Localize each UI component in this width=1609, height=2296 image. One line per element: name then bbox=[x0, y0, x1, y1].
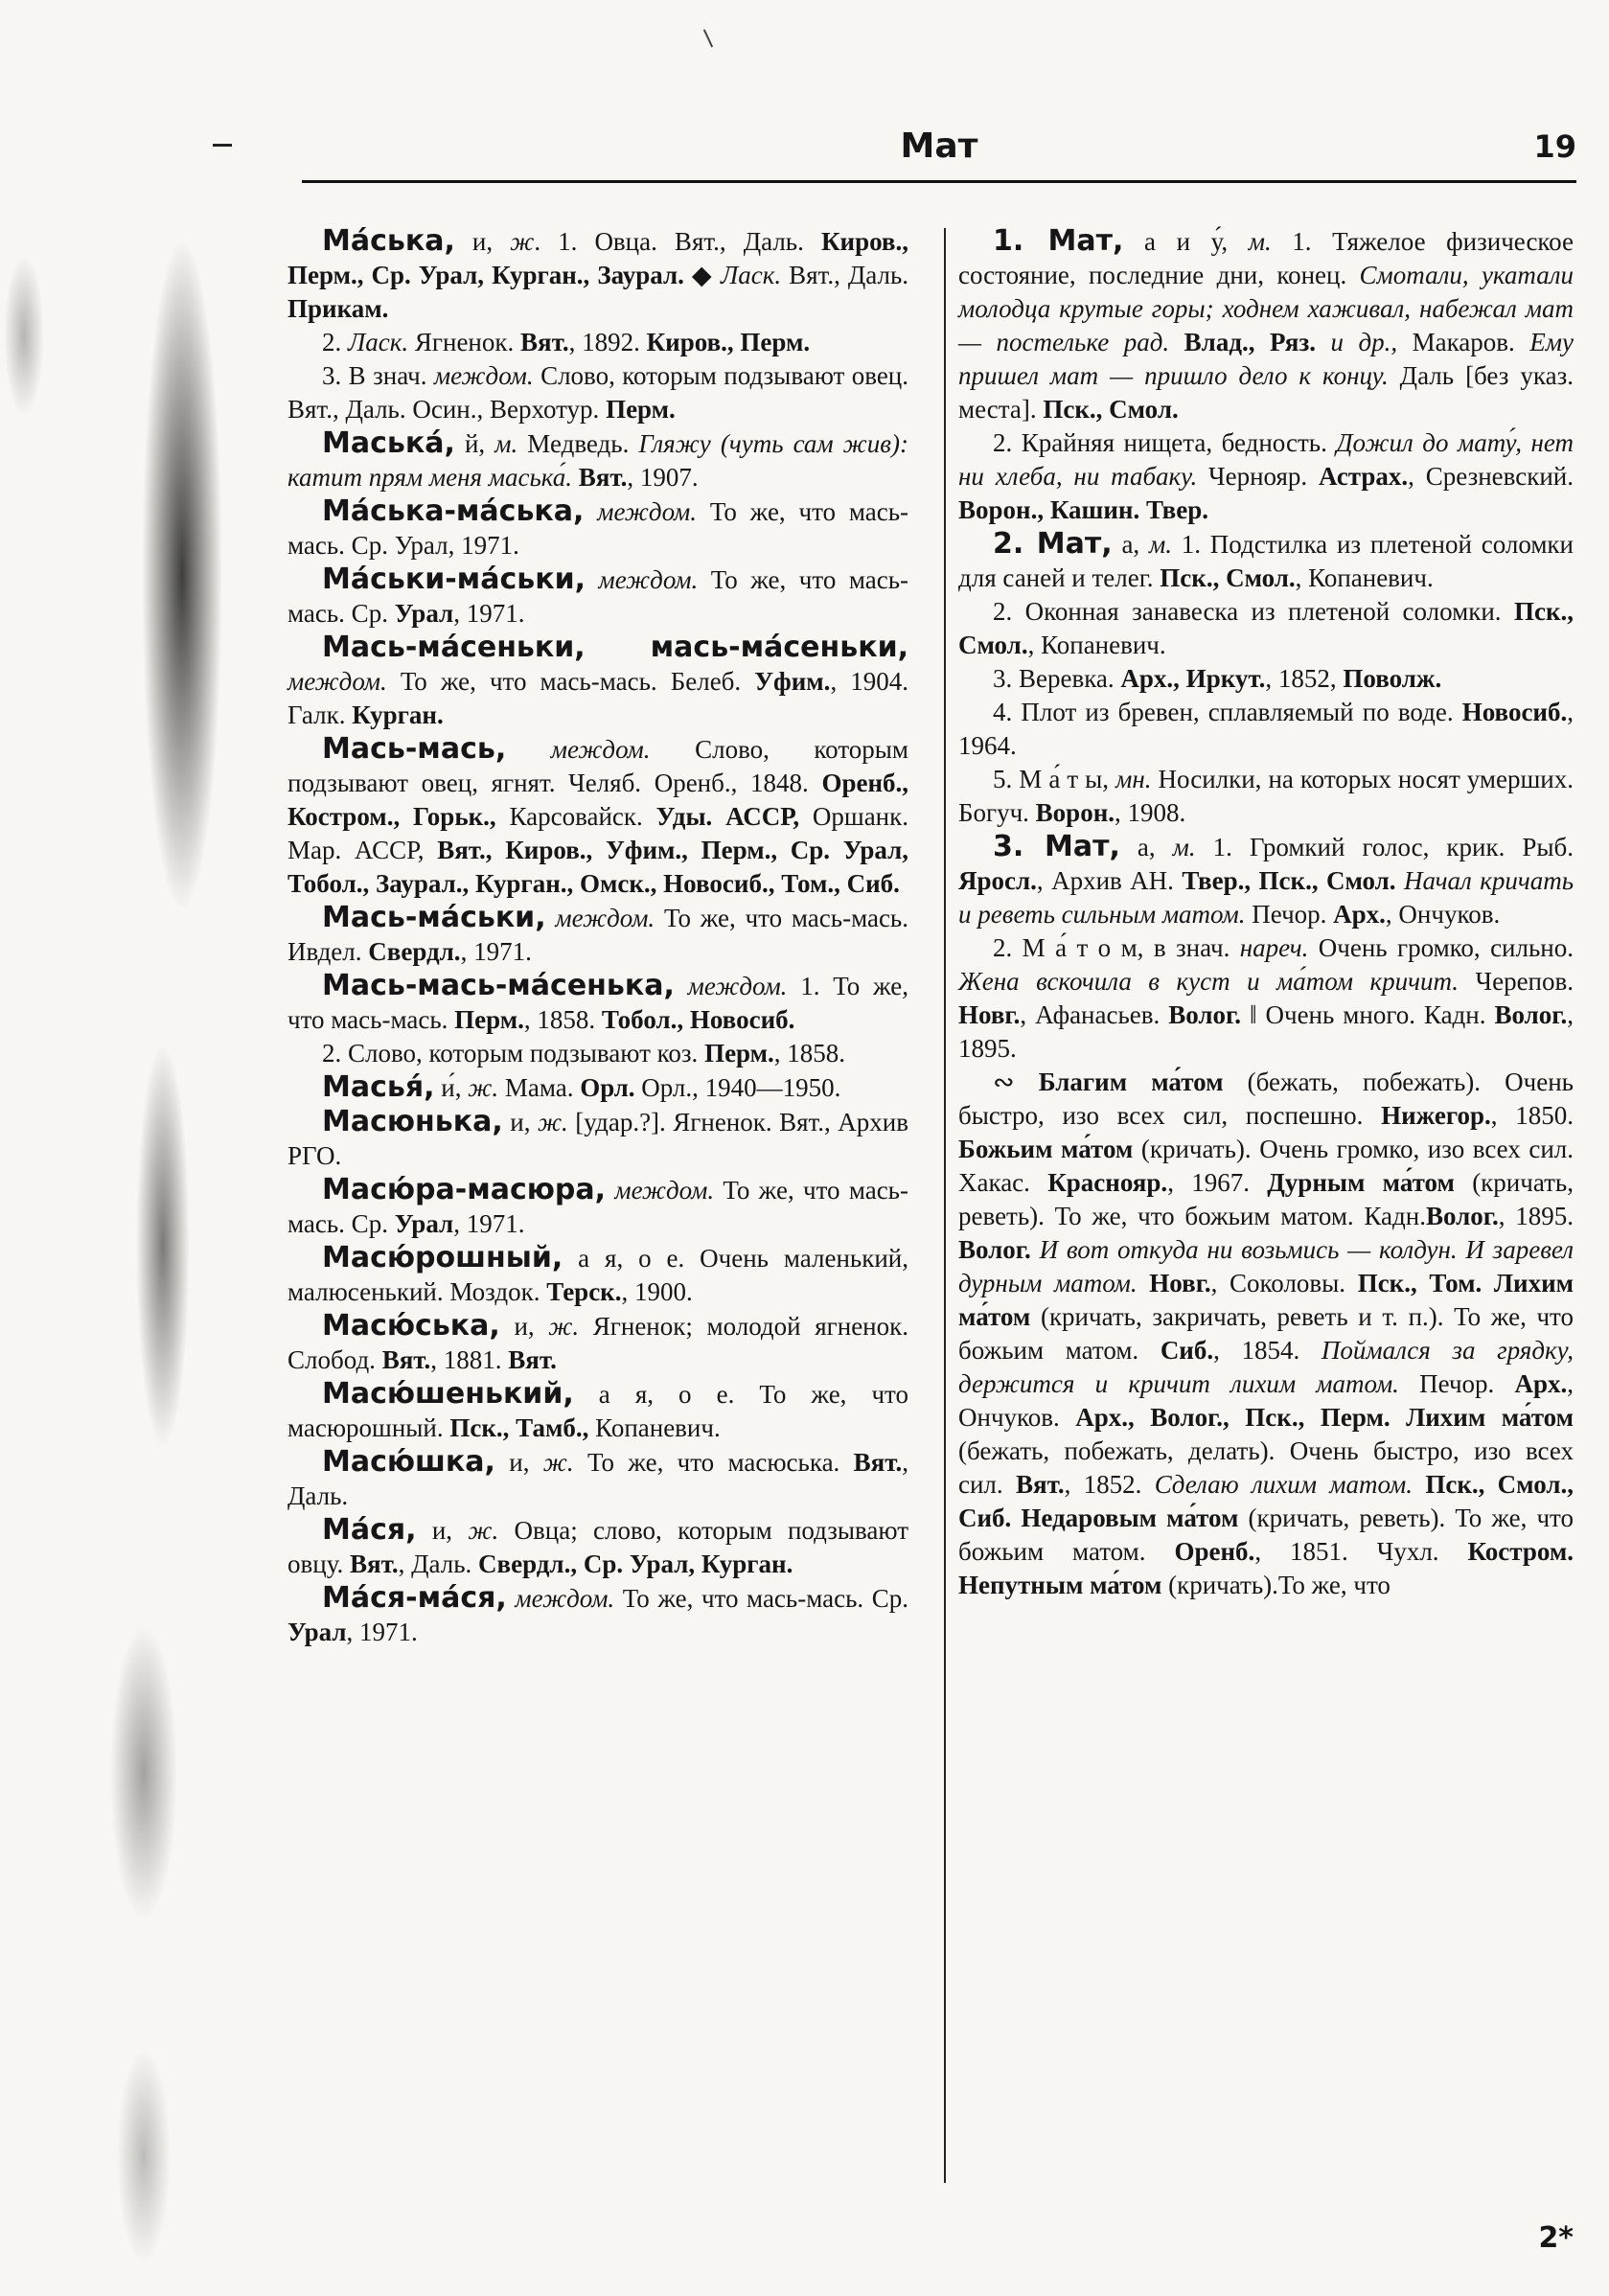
bold-text: Пск., Смол. bbox=[1160, 563, 1296, 592]
headword: 3. Мат, bbox=[993, 830, 1120, 863]
entry-text: , 1852, bbox=[1265, 664, 1344, 693]
bold-text: Прикам. bbox=[287, 294, 389, 323]
entry-text: Карсовайск. bbox=[495, 802, 656, 831]
entry-sense bbox=[958, 696, 1574, 763]
bold-text: Волог. bbox=[1425, 1202, 1499, 1230]
entry-text: Печор. bbox=[1398, 1369, 1515, 1398]
entry-text bbox=[1391, 1403, 1407, 1432]
bold-text: Урал bbox=[394, 1209, 454, 1238]
entry-text: Чернояр. bbox=[1197, 462, 1319, 491]
italic-text: междом. bbox=[597, 497, 698, 526]
entry-text: Слово, которым подзывают овец, ягнят. Челяб. Оренб., 1848. bbox=[287, 735, 908, 797]
entry-text: Ягненок. bbox=[408, 328, 520, 356]
bold-text: Пск., Смол. bbox=[958, 597, 1574, 659]
entry-text: 2. bbox=[322, 328, 348, 356]
dictionary-entry bbox=[287, 563, 908, 631]
entry-text bbox=[675, 972, 688, 1000]
bold-text: Свердл. bbox=[368, 937, 461, 966]
bold-text: Астрах. bbox=[1319, 462, 1409, 491]
dictionary-entry bbox=[958, 224, 1574, 426]
entry-text: То же, что мась-мась. Ср. bbox=[287, 565, 908, 628]
entry-text: Мама. bbox=[498, 1073, 581, 1102]
italic-text: И вот откуда ни возьмись — колдун. И заревел дурным матом. bbox=[958, 1235, 1574, 1297]
entry-text: а, bbox=[1119, 833, 1173, 861]
entry-text: То же, что мась-мась. Ивдел. bbox=[287, 904, 908, 966]
entry-text: , Даль. bbox=[398, 1550, 479, 1578]
entry-text: Вят., Даль. bbox=[781, 261, 909, 289]
entry-text: ‖ Очень много. Кадн. bbox=[1241, 1000, 1495, 1029]
headword: Масю́ра-масюра, bbox=[322, 1173, 607, 1206]
bold-text: Нижегор. bbox=[1381, 1101, 1491, 1130]
dictionary-entry bbox=[287, 224, 908, 326]
entry-text bbox=[606, 1176, 614, 1205]
entry-text: , Архив АН. bbox=[1036, 866, 1183, 895]
entry-sense bbox=[958, 426, 1574, 527]
entry-text: , 1881. bbox=[430, 1345, 509, 1374]
entry-text: и, bbox=[416, 1516, 469, 1545]
entry-text: (кричать).То же, что bbox=[1161, 1571, 1391, 1599]
bold-text: Вят. bbox=[520, 328, 569, 356]
italic-text: ж. bbox=[548, 1312, 580, 1341]
bold-text: Волог. bbox=[958, 1235, 1031, 1264]
bold-text: Вят. bbox=[853, 1448, 903, 1477]
entry-text: , 1971. bbox=[453, 599, 525, 628]
headword: Мась-мась-ма́сенька, bbox=[322, 969, 675, 1002]
dictionary-entry bbox=[287, 1173, 908, 1241]
entry-text bbox=[506, 735, 551, 764]
entry-text: , Соколовы. bbox=[1210, 1269, 1358, 1297]
italic-text: междом. bbox=[598, 565, 699, 594]
dictionary-entry bbox=[287, 1513, 908, 1581]
bold-text: Курган. bbox=[352, 700, 444, 729]
dictionary-entry bbox=[958, 830, 1574, 931]
bold-text: Непутным ма́том bbox=[958, 1571, 1162, 1599]
entry-text: , Ончуков. bbox=[1385, 900, 1501, 929]
entry-text: . 1. Овца. Вят., Даль. bbox=[534, 227, 821, 256]
entry-text: , 1964. bbox=[958, 698, 1574, 760]
entry-text: (кричать). Очень громко, изо всех сил. Хакас. bbox=[958, 1135, 1574, 1197]
bold-text: Краснояр. bbox=[1047, 1168, 1168, 1197]
entry-text: а я, о е. Очень маленький, малюсенький. Моздок. bbox=[287, 1244, 908, 1306]
entry-text: 2. М а́ т о м, в знач. bbox=[993, 933, 1240, 962]
dictionary-entry bbox=[287, 1070, 908, 1105]
headword: Ма́ся, bbox=[322, 1513, 417, 1547]
entry-text: , Даль. bbox=[287, 1448, 908, 1510]
entry-text: Орл., 1940—1950. bbox=[634, 1073, 841, 1102]
entry-sense bbox=[958, 1066, 1574, 1602]
bold-text: Божьим ма́том bbox=[958, 1135, 1134, 1163]
headword: Мась-ма́ськи, bbox=[322, 901, 546, 934]
entry-text: То же, что масюська. bbox=[573, 1448, 854, 1477]
entry-text: Даль [без указ. места]. bbox=[958, 361, 1574, 424]
bold-text: Перм. bbox=[454, 1005, 524, 1034]
entry-text: и, bbox=[499, 1312, 549, 1341]
dictionary-entry bbox=[287, 1241, 908, 1309]
entry-text: Медведь. bbox=[517, 429, 639, 458]
bold-text: Арх. bbox=[1514, 1369, 1568, 1398]
entry-text bbox=[1396, 866, 1404, 895]
dictionary-entry bbox=[287, 969, 908, 1037]
entry-text: й, bbox=[454, 429, 495, 458]
bold-text: Ср. Урал, Курган., Заурал. bbox=[371, 261, 684, 289]
entry-sense bbox=[958, 662, 1574, 696]
entry-text: , 1895. bbox=[1498, 1202, 1575, 1230]
left-column bbox=[287, 224, 908, 1649]
headword: Ма́ська-ма́ська, bbox=[322, 494, 585, 528]
dictionary-entry bbox=[287, 1105, 908, 1173]
headword: Ма́ська, bbox=[322, 224, 455, 258]
entry-text: и, bbox=[494, 1448, 543, 1477]
entry-text: 1. То же, что мась-мась. bbox=[287, 972, 909, 1034]
bold-text: Свердл., Ср. Урал, Курган. bbox=[478, 1550, 793, 1578]
bold-text: Сиб. bbox=[1160, 1336, 1214, 1365]
entry-text bbox=[546, 904, 556, 932]
dictionary-entry bbox=[287, 426, 908, 494]
entry-text: , 1907. bbox=[627, 463, 699, 492]
italic-text: междом. bbox=[515, 1584, 615, 1613]
entry-text: , 1908. bbox=[1115, 798, 1186, 827]
dictionary-entry bbox=[287, 1445, 908, 1513]
entry-text: Копаневич. bbox=[588, 1413, 721, 1442]
bold-text: Уды. АССР, bbox=[655, 802, 800, 831]
entry-text bbox=[1413, 1470, 1425, 1499]
entry-text: 2. Слово, которым подзывают коз. bbox=[322, 1039, 705, 1068]
entry-text: и, bbox=[454, 227, 511, 256]
entry-text: 2. Оконная занавеска из плетеной соломки. bbox=[993, 597, 1514, 626]
entry-text bbox=[1138, 1269, 1150, 1297]
entry-text: 3. В знач. bbox=[322, 361, 434, 390]
entry-text bbox=[1031, 1235, 1040, 1264]
headword: Масюнька, bbox=[322, 1105, 503, 1138]
dictionary-entry bbox=[287, 1309, 908, 1377]
entry-text: 1. Тяжелое физическое состояние, последние дни, конец. bbox=[958, 227, 1574, 289]
italic-text: нареч. bbox=[1239, 933, 1309, 962]
entry-text: , 1904. Галк. bbox=[287, 667, 909, 729]
entry-text: (бежать, побежать). Очень быстро, изо всех сил, поспешно. bbox=[958, 1068, 1574, 1130]
bold-text: Благим ма́том bbox=[1038, 1068, 1224, 1096]
page-title: Мат bbox=[900, 126, 978, 166]
entry-text: , 1852. bbox=[1064, 1470, 1155, 1499]
entry-text: 2. Крайняя нищета, бедность. bbox=[993, 428, 1337, 457]
entry-text: Слово, которым подзывают овец. Вят., Даль. Осин., Верхотур. bbox=[287, 361, 909, 424]
bold-text: Дурным ма́том bbox=[1267, 1168, 1455, 1197]
entry-text bbox=[1011, 1504, 1021, 1532]
entry-text: Оршанк. Мар. АССР, bbox=[287, 802, 908, 864]
headword: Масю́шенький, bbox=[322, 1377, 574, 1411]
entry-text: , 1851. Чухл. bbox=[1254, 1537, 1468, 1566]
entry-text: , 1971. bbox=[460, 937, 532, 966]
bold-text: Костром. bbox=[1467, 1537, 1574, 1566]
entry-sense bbox=[958, 931, 1574, 1066]
headword: Масю́шка, bbox=[322, 1445, 495, 1479]
dictionary-entry bbox=[287, 1377, 908, 1445]
entry-text: , 1858. bbox=[523, 1005, 602, 1034]
entry-text: и́, bbox=[434, 1073, 469, 1102]
entry-text: , Ончуков. bbox=[958, 1369, 1574, 1432]
signature-mark: 2* bbox=[1538, 2221, 1574, 2255]
headword: Маська́, bbox=[322, 426, 455, 460]
bold-text: Новг. bbox=[958, 1000, 1021, 1029]
italic-text: ж. bbox=[468, 1516, 499, 1545]
bold-text: Ворон. bbox=[1035, 798, 1115, 827]
entry-text: То же, что мась-мась. Ср. bbox=[614, 1584, 908, 1613]
entry-text: , 1967. bbox=[1167, 1168, 1268, 1197]
entry-text: , 1895. bbox=[958, 1000, 1574, 1063]
italic-text: междом. bbox=[287, 667, 387, 696]
bold-text: Влад., Ряз. bbox=[1184, 328, 1316, 356]
entry-text: Очень громко, сильно. bbox=[1308, 933, 1574, 962]
entry-text: , 1900. bbox=[621, 1277, 693, 1306]
italic-text: Начал кричать и реветь сильным матом. bbox=[958, 866, 1574, 929]
bold-text: Оренб. bbox=[1174, 1537, 1255, 1566]
scan-shadow-edge bbox=[0, 0, 249, 2296]
entry-text bbox=[572, 463, 579, 492]
bold-text: Ворон., Кашин. Твер. bbox=[958, 495, 1208, 524]
bold-text: Поволж. bbox=[1343, 664, 1442, 693]
entry-text bbox=[363, 261, 371, 289]
italic-text: ж bbox=[510, 227, 535, 256]
italic-text: мн. bbox=[1115, 765, 1152, 793]
entry-text: То же, что мась-мась. Ср. bbox=[287, 1176, 908, 1238]
entry-text: , 1858. bbox=[773, 1039, 846, 1068]
bold-text: Орл. bbox=[580, 1073, 635, 1102]
bold-text: Арх. bbox=[1333, 900, 1386, 929]
entry-text: (кричать, закричать, реветь и т. п.). То же, что божьим матом. bbox=[958, 1302, 1574, 1365]
column-divider bbox=[944, 228, 946, 2183]
entry-sense bbox=[958, 595, 1574, 662]
margin-mark bbox=[213, 144, 232, 147]
bold-text: Тобол., Новосиб. bbox=[601, 1005, 795, 1034]
bold-text: Недаровым ма́том bbox=[1021, 1504, 1239, 1532]
bold-text: Арх., Иркут. bbox=[1120, 664, 1266, 693]
entry-text: а, bbox=[1112, 530, 1149, 559]
italic-text: и др., bbox=[1330, 328, 1398, 356]
bold-text: Яросл. bbox=[958, 866, 1037, 895]
italic-text: Гляжу (чуть сам жив): катит прям меня маська́. bbox=[287, 429, 908, 492]
bold-text: Пск., Смол., Сиб. bbox=[958, 1470, 1575, 1532]
entry-text bbox=[1316, 328, 1330, 356]
italic-text: ж. bbox=[542, 1448, 574, 1477]
entry-text: (кричать, реветь). То же, что божьим матом. bbox=[958, 1504, 1574, 1566]
bold-text: Новг. bbox=[1149, 1269, 1211, 1297]
entry-text: Овца; слово, которым подзывают овцу. bbox=[287, 1516, 908, 1578]
italic-text: ж. bbox=[468, 1073, 499, 1102]
entry-text: , Срезневский. bbox=[1408, 462, 1575, 491]
right-column bbox=[958, 224, 1574, 1602]
entry-sense bbox=[287, 326, 908, 359]
bold-text: Вят. bbox=[381, 1345, 431, 1374]
dictionary-entry bbox=[287, 494, 908, 563]
bold-text: Вят. bbox=[1015, 1470, 1065, 1499]
entry-text: Ягненок; молодой ягненок. Слобод. bbox=[287, 1312, 908, 1374]
headword: Масю́ська, bbox=[322, 1309, 500, 1343]
dictionary-entry bbox=[287, 1581, 908, 1649]
italic-text: м. bbox=[1248, 227, 1272, 256]
entry-text: , 1850. bbox=[1490, 1101, 1574, 1130]
italic-text: междом. bbox=[433, 361, 534, 390]
italic-text: Смотали, укатали молодца крутые горы; ходнем хаживал, набежал мат — постельке рад. bbox=[958, 261, 1574, 356]
entry-sense bbox=[287, 1037, 908, 1070]
entry-text: , 1971. bbox=[346, 1618, 418, 1646]
entry-text: , Копаневич. bbox=[1027, 631, 1166, 659]
bold-text: Вят. bbox=[578, 463, 628, 492]
headword: Масья́, bbox=[322, 1070, 435, 1104]
italic-text: Дожил до мату́, нет ни хлеба, ни табаку. bbox=[958, 428, 1574, 491]
entry-text: 1. Громкий голос, крик. Рыб. bbox=[1195, 833, 1574, 861]
headword: Мась-ма́сеньки, мась-ма́сеньки, bbox=[322, 631, 908, 664]
dictionary-entry bbox=[287, 631, 908, 732]
italic-text: Ласк. bbox=[348, 328, 409, 356]
header-rule bbox=[302, 180, 1576, 183]
bold-text: Волог. bbox=[1168, 1000, 1241, 1029]
entry-text: а я, о е. То же, что масюрошный. bbox=[287, 1380, 908, 1442]
bold-text: Новосиб. bbox=[1461, 698, 1568, 726]
entry-text bbox=[584, 497, 597, 526]
bold-text: Вят., Киров., Уфим., Перм., Ср. Урал, Тобол., Заурал., Курган., Омск., Новосиб., Том., Сиб. bbox=[287, 836, 908, 898]
entry-text: , Афанасьев. bbox=[1020, 1000, 1169, 1029]
scan-speck bbox=[703, 30, 713, 48]
bold-text: Перм. bbox=[704, 1039, 774, 1068]
bold-text: Лихим ма́том bbox=[958, 1269, 1575, 1331]
italic-text: Ласк. bbox=[720, 261, 782, 289]
italic-text: Жена вскочила в куст и ма́том кричит. bbox=[958, 967, 1460, 996]
entry-text bbox=[1482, 1269, 1494, 1297]
bold-text: Киров., Перм. bbox=[646, 328, 811, 356]
dictionary-entry bbox=[287, 901, 908, 969]
bold-text: Пск., Том. bbox=[1357, 1269, 1483, 1297]
entry-text: ◆ bbox=[683, 261, 721, 289]
bold-text: Урал bbox=[287, 1618, 347, 1646]
bold-text: Вят. bbox=[508, 1345, 557, 1374]
italic-text: междом. bbox=[687, 972, 788, 1000]
bold-text: Киров., Перм., bbox=[287, 227, 908, 289]
italic-text: Ему пришел мат — пришло дело к концу. bbox=[958, 328, 1574, 390]
headword: 1. Мат, bbox=[993, 224, 1124, 258]
entry-text: (кричать, реветь). То же, что божьим матом. Кадн. bbox=[958, 1168, 1574, 1230]
entry-text: , Копаневич. bbox=[1295, 563, 1434, 592]
running-header bbox=[302, 126, 1576, 180]
entry-text: 3. Веревка. bbox=[993, 664, 1121, 693]
bold-text: Лихим ма́том bbox=[1406, 1403, 1575, 1432]
bold-text: Вят. bbox=[350, 1550, 399, 1578]
dictionary-entry bbox=[958, 527, 1574, 595]
headword: Масю́рошный, bbox=[322, 1241, 563, 1274]
entry-text: , 1892. bbox=[568, 328, 647, 356]
headword: Ма́ськи-ма́ськи, bbox=[322, 563, 586, 596]
italic-text: ж. bbox=[537, 1108, 568, 1137]
entry-text: Макаров. bbox=[1397, 328, 1530, 356]
entry-text: Носилки, на которых носят умерших. Богуч. bbox=[958, 765, 1574, 827]
italic-text: междом. bbox=[555, 904, 655, 932]
entry-text: Печор. bbox=[1245, 900, 1334, 929]
italic-text: междом. bbox=[614, 1176, 715, 1205]
entry-text: , 1854. bbox=[1213, 1336, 1322, 1365]
bold-text: Терск. bbox=[546, 1277, 622, 1306]
entry-text: Черепов. bbox=[1459, 967, 1575, 996]
entry-sense bbox=[958, 763, 1574, 830]
entry-text: То же, что мась-мась. Белеб. bbox=[386, 667, 755, 696]
entry-text bbox=[1169, 328, 1184, 356]
entry-text: 1. Подстилка из плетеной соломки для саней и телег. bbox=[958, 530, 1574, 592]
entry-text: [удар.?]. Ягненок. Вят., Архив РГО. bbox=[287, 1108, 908, 1170]
bold-text: Оренб., Костром., Горьк., bbox=[287, 769, 908, 831]
entry-text: 5. М а́ т ы, bbox=[993, 765, 1116, 793]
bold-text: Уфим. bbox=[754, 667, 831, 696]
entry-text bbox=[586, 565, 599, 594]
entry-text: 4. Плот из бревен, сплавляемый по воде. bbox=[993, 698, 1462, 726]
entry-text: а и у́, bbox=[1123, 227, 1249, 256]
italic-text: м. bbox=[1172, 833, 1196, 861]
italic-text: м. bbox=[1148, 530, 1172, 559]
italic-text: междом. bbox=[550, 735, 651, 764]
italic-text: Поймался за грядку, держится и кричит лихим матом. bbox=[958, 1336, 1574, 1398]
entry-sense bbox=[287, 359, 908, 426]
page-number: 19 bbox=[1533, 128, 1576, 165]
bold-text: Урал bbox=[394, 599, 454, 628]
italic-text: м. bbox=[494, 429, 518, 458]
dictionary-entry bbox=[287, 732, 908, 901]
entry-text: и, bbox=[502, 1108, 538, 1137]
entry-text: ∾ bbox=[993, 1068, 1039, 1096]
entry-text: То же, что мась-мась. Ср. Урал, 1971. bbox=[287, 497, 909, 560]
headword: 2. Мат, bbox=[993, 527, 1113, 561]
headword: Мась-мась, bbox=[322, 732, 507, 766]
bold-text: Волог. bbox=[1494, 1000, 1568, 1029]
bold-text: Арх., Волог., Пск., Перм. bbox=[1075, 1403, 1391, 1432]
italic-text: Сделаю лихим матом. bbox=[1154, 1470, 1413, 1499]
bold-text: Пск., Смол. bbox=[1043, 395, 1179, 424]
entry-text: (бежать, побежать, делать). Очень быстро, изо всех сил. bbox=[958, 1436, 1574, 1499]
headword: Ма́ся-ма́ся, bbox=[322, 1581, 507, 1615]
bold-text: Твер., Пск., Смол. bbox=[1182, 866, 1396, 895]
bold-text: Пск., Тамб., bbox=[449, 1413, 589, 1442]
bold-text: Перм. bbox=[606, 395, 676, 424]
entry-text: , 1971. bbox=[453, 1209, 525, 1238]
